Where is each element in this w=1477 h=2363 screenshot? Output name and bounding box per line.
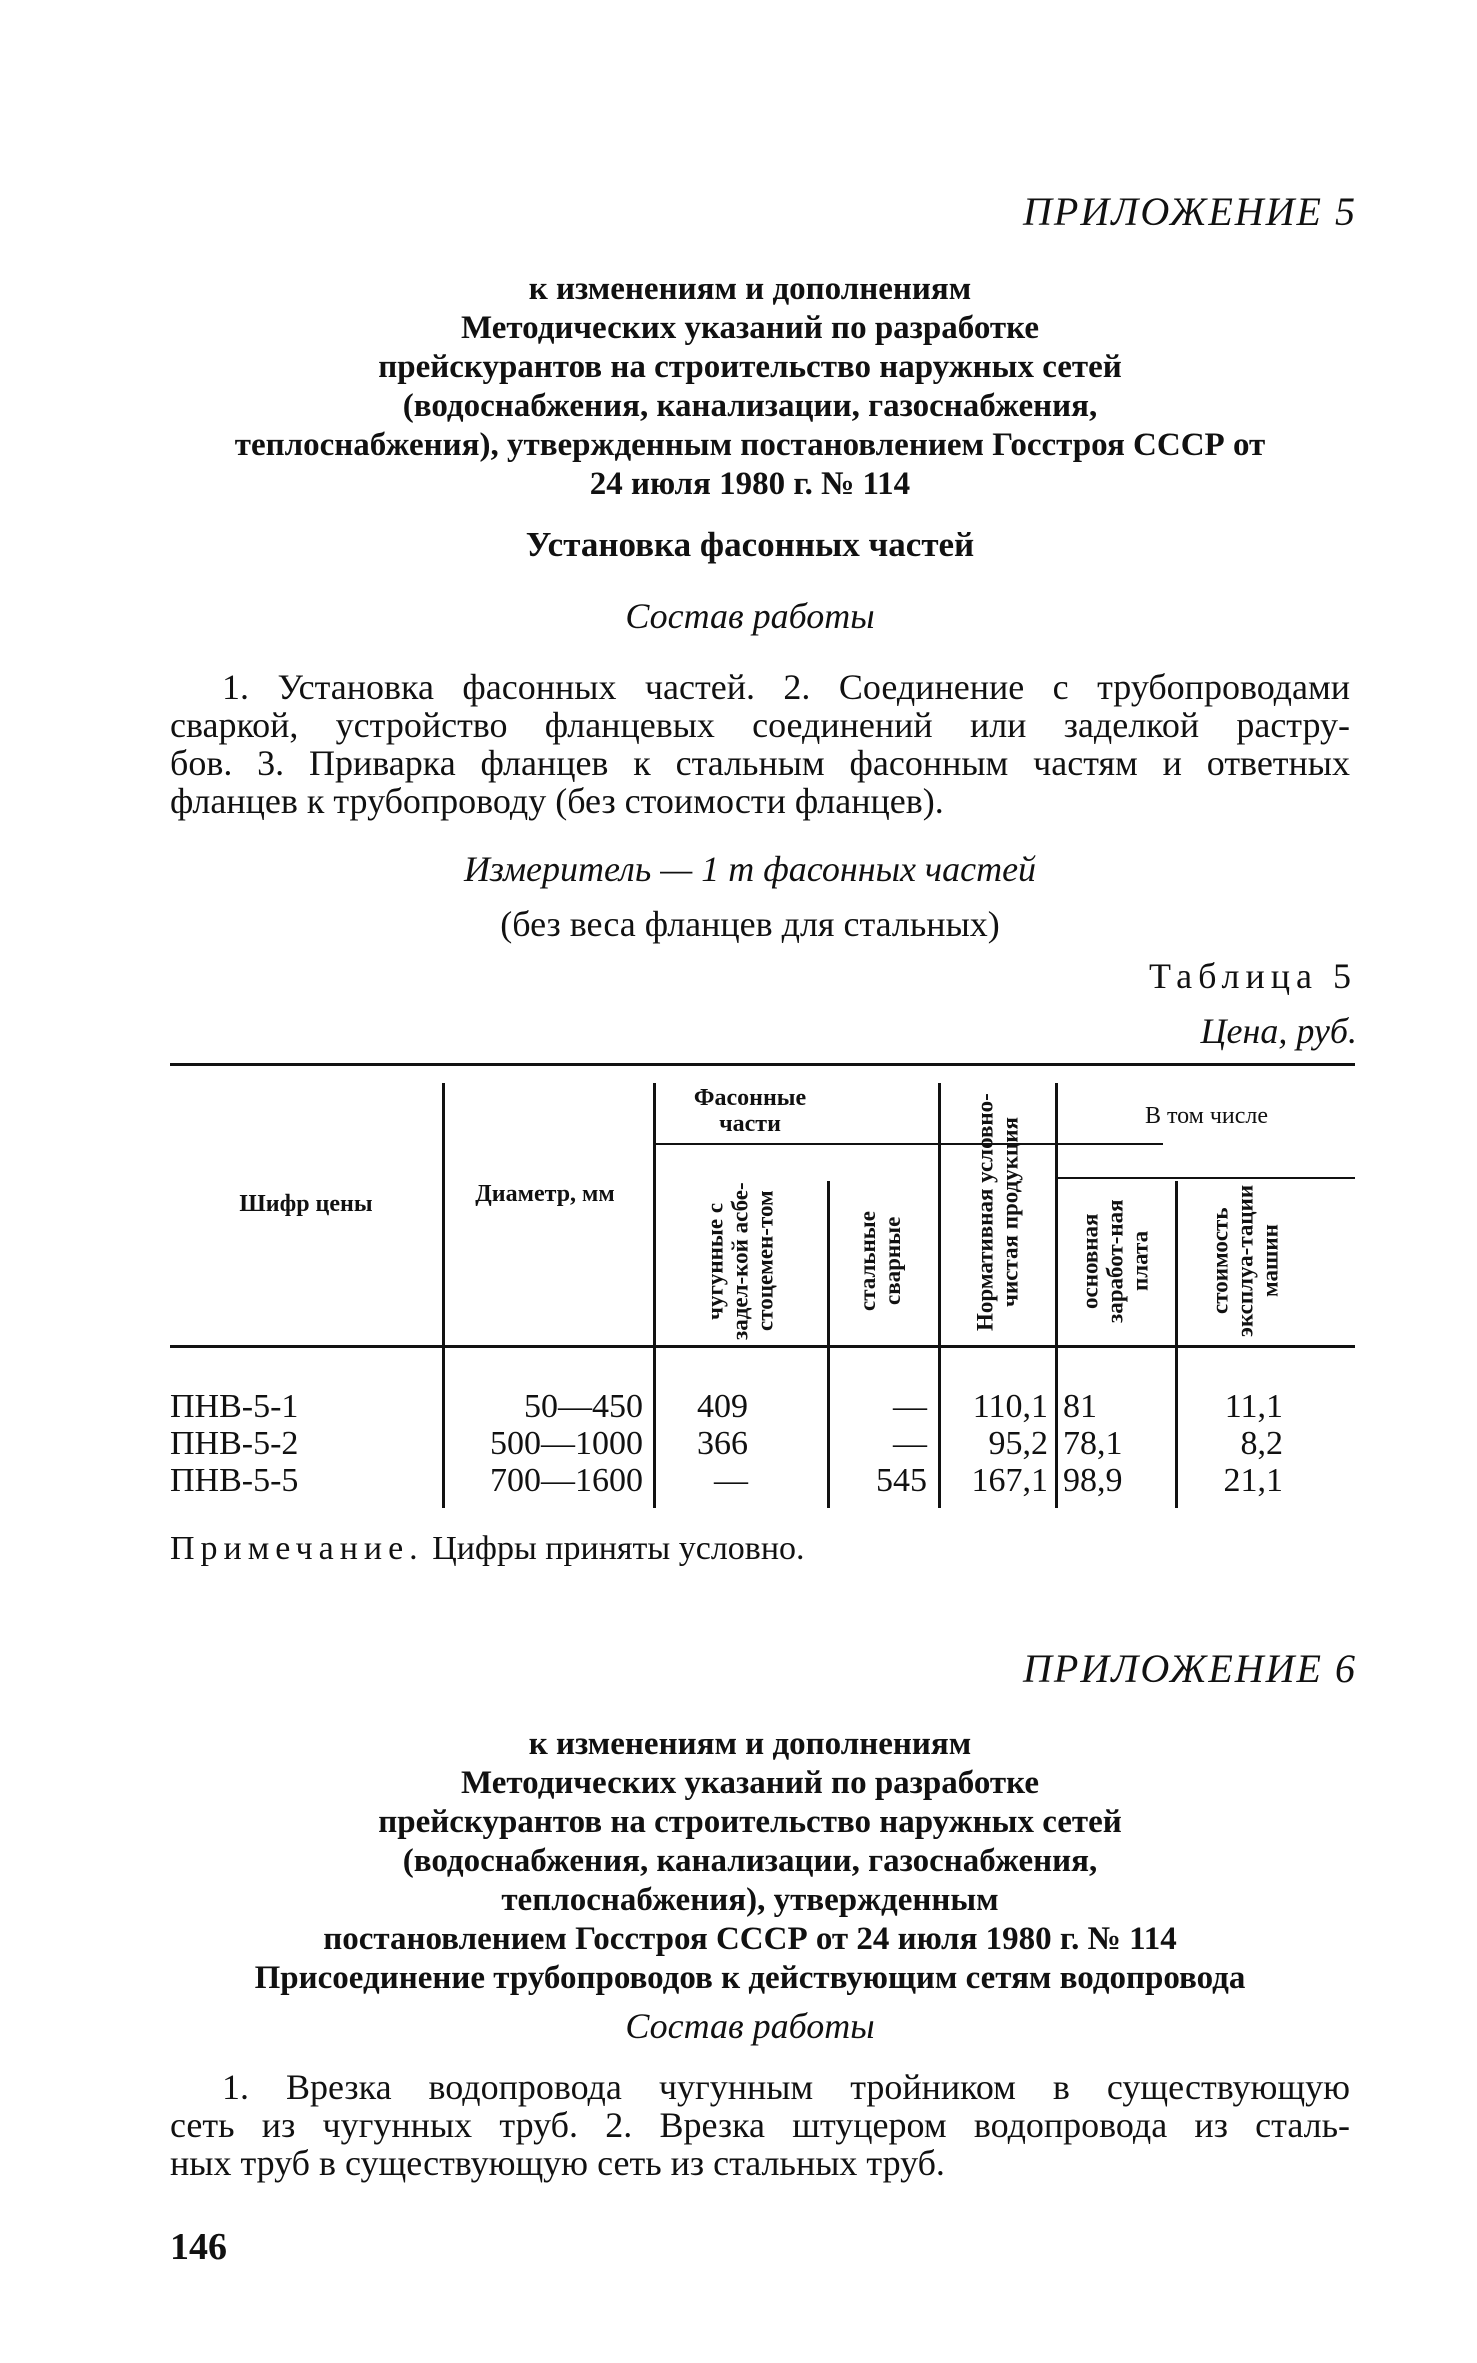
- text-line: фланцев к трубопроводу (без стоимости фланцев).: [170, 781, 944, 821]
- header-line: 24 июля 1980 г. № 114: [589, 466, 911, 502]
- cell-machine: 8,2: [1240, 1425, 1283, 1462]
- header-line: постановлением Госстроя СССР от 24 июля 1980 г. № 114: [323, 1921, 1177, 1957]
- column-rule: [1055, 1083, 1058, 1508]
- header-line: (водоснабжения, канализации, газоснабжения,: [402, 1843, 1098, 1879]
- cell-machine: 11,1: [1224, 1388, 1283, 1425]
- cell-code: ПНВ-5-1: [170, 1388, 299, 1425]
- header-including: В том числе: [1144, 1103, 1269, 1129]
- cell-machine: 21,1: [1223, 1462, 1283, 1499]
- meter: Измеритель — 1 т фасонных частей: [463, 849, 1037, 889]
- cell-normative: 95,2: [988, 1425, 1048, 1462]
- cell-normative: 167,1: [971, 1462, 1048, 1499]
- meter-note: (без веса фланцев для стальных): [500, 904, 1000, 944]
- fittings-subrule: [653, 1143, 1163, 1145]
- text-line: 1. Установка фасонных частей. 2. Соединение с трубопроводами: [222, 667, 1350, 707]
- cell-wage: 81: [1063, 1388, 1097, 1425]
- work-heading: Состав работы: [625, 2006, 875, 2046]
- table-note: [170, 1530, 805, 1568]
- header-line: (водоснабжения, канализации, газоснабжения,: [402, 388, 1098, 424]
- section-title: Установка фасонных частей: [525, 525, 975, 564]
- header-line: теплоснабжения), утвержденным постановлением Госстроя СССР от: [234, 427, 1266, 463]
- page-number: 146: [170, 2226, 227, 2268]
- header-code: Шифр цены: [239, 1191, 373, 1217]
- cell-diameter: 50—450: [524, 1388, 643, 1425]
- header-line: теплоснабжения), утвержденным: [501, 1882, 999, 1918]
- cell-normative: 110,1: [972, 1388, 1048, 1425]
- section-title: Присоединение трубопроводов к действующим сетям водопровода: [254, 1960, 1246, 1996]
- header-line: прейскурантов на строительство наружных сетей: [378, 349, 1122, 385]
- cell-wage: 78,1: [1063, 1425, 1123, 1462]
- header-wage: основная заработ-ная плата: [1077, 1199, 1153, 1323]
- cell-code: ПНВ-5-5: [170, 1462, 299, 1499]
- cell-steel: —: [893, 1388, 927, 1425]
- cell-diameter: 700—1600: [490, 1462, 643, 1499]
- header-line: Методических указаний по разработке: [461, 310, 1039, 346]
- text-line: бов. 3. Приварка фланцев к стальным фасонным частям и ответных: [170, 743, 1350, 783]
- note-label: Примечание.: [170, 1530, 424, 1567]
- cell-steel: —: [893, 1425, 927, 1462]
- appendix-5-header: [160, 270, 1340, 504]
- header-line: прейскурантов на строительство наружных сетей: [378, 1804, 1122, 1840]
- text-line: сваркой, устройство фланцевых соединений или заделкой растру-: [170, 705, 1350, 745]
- header-line: к изменениям и дополнениям: [528, 1726, 972, 1762]
- table-top-rule: [170, 1063, 1355, 1066]
- header-diameter: Диаметр, мм: [475, 1181, 615, 1207]
- cell-cast-iron: 409: [697, 1388, 748, 1425]
- work-description: [170, 2068, 1350, 2182]
- header-steel: стальные сварные: [855, 1211, 905, 1311]
- cell-code: ПНВ-5-2: [170, 1425, 299, 1462]
- text-line: 1. Врезка водопровода чугунным тройником в существующую: [222, 2067, 1350, 2107]
- cell-cast-iron: 366: [697, 1425, 748, 1462]
- cell-steel: 545: [876, 1462, 927, 1499]
- including-subrule: [1055, 1177, 1355, 1179]
- table-label: Таблица 5: [1149, 956, 1357, 996]
- text-line: сеть из чугунных труб. 2. Врезка штуцером водопровода из сталь-: [170, 2105, 1350, 2145]
- appendix-5-label: ПРИЛОЖЕНИЕ 5: [1023, 189, 1357, 234]
- header-fittings: Фасонные части: [693, 1085, 807, 1137]
- column-rule: [442, 1083, 445, 1508]
- note-text: Цифры приняты условно.: [423, 1530, 805, 1567]
- header-normative: Нормативная условно-чистая продукция: [972, 1093, 1023, 1331]
- price-label: Цена, руб.: [1200, 1011, 1357, 1051]
- cell-cast-iron: —: [714, 1462, 748, 1499]
- price-table: [170, 1063, 1355, 1508]
- work-heading: Состав работы: [625, 596, 875, 636]
- header-machine: стоимость эксплуа-тации машин: [1207, 1184, 1283, 1338]
- cell-wage: 98,9: [1063, 1462, 1123, 1499]
- header-line: к изменениям и дополнениям: [528, 271, 972, 307]
- header-cast-iron: чугунные с задел-кой асбе-стоцемен-том: [702, 1182, 778, 1340]
- appendix-6-header: [160, 1725, 1340, 1998]
- appendix-6-label: ПРИЛОЖЕНИЕ 6: [1023, 1646, 1357, 1691]
- header-line: Методических указаний по разработке: [461, 1765, 1039, 1801]
- text-line: ных труб в существующую сеть из стальных труб.: [170, 2143, 945, 2183]
- cell-diameter: 500—1000: [490, 1425, 643, 1462]
- work-description: [170, 668, 1350, 820]
